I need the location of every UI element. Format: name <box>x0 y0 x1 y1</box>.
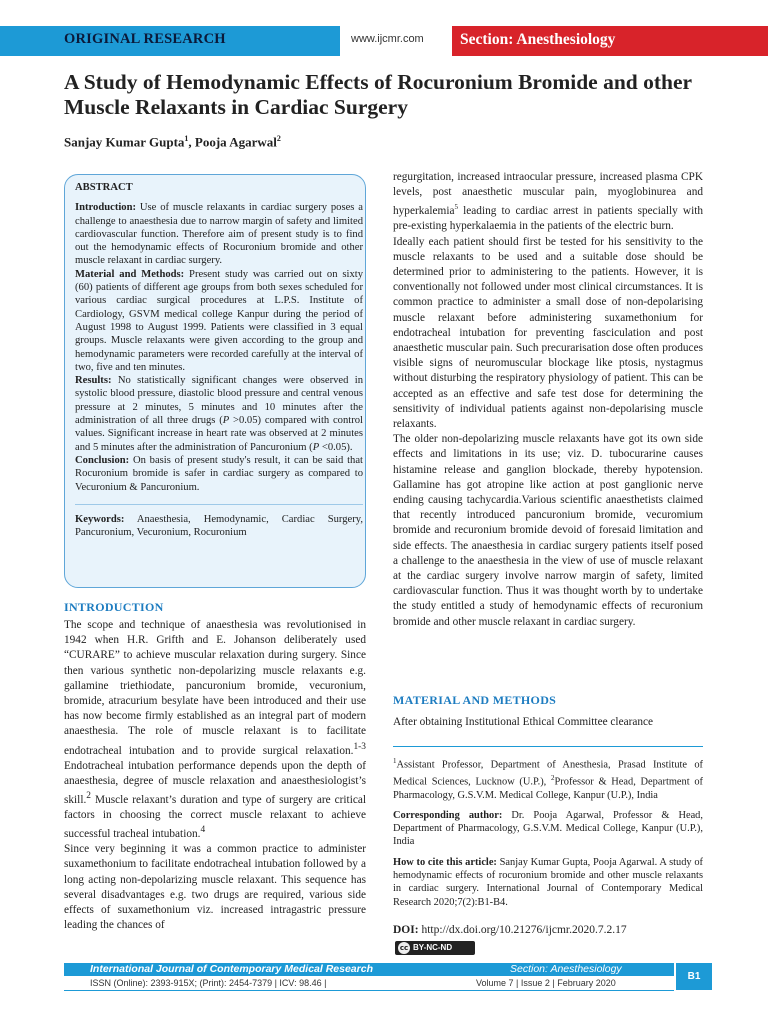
section-label: Section: Anesthesiology <box>460 31 616 48</box>
body-text: leading to cardiac arrest in patients specially with pre-existing hyperkalaemia in the patients of the electric burn. <box>393 205 703 233</box>
citation-ref: 1-3 <box>353 741 366 752</box>
author-affil-mark: 2 <box>276 134 281 143</box>
body-paragraph <box>393 170 703 235</box>
keywords-label: Keywords: <box>75 513 125 525</box>
body-text: regurgitation, increased intraocular pressure, increased plasma CPK levels, post anaesthetic muscular pain, myoglobinurea and hyperkalemia <box>393 171 703 218</box>
intro-text: Muscle relaxant’s duration and type of surgery are critical factors in choosing the correct muscle relaxant to achieve successful tracheal intubation. <box>64 793 366 840</box>
doi-link[interactable]: http://dx.doi.org/10.21276/ijcmr.2020.7.2.17 <box>418 924 627 936</box>
author-name: Pooja Agarwal <box>194 134 277 150</box>
abstract-results-text: No statistically significant changes were observed in systolic blood pressure, diastolic blood pressure and central venous pressure at 2 minutes, 5 minutes and 10 minutes after the administration of all three drugs ( <box>75 375 363 427</box>
citation-ref: 5 <box>454 203 458 212</box>
article-notes <box>393 755 703 916</box>
body-paragraph: Ideally each patient should first be tested for his sensitivity to the muscle relaxants to be used and a suitable dose should be determined prior to administering to the patients. However, it is conventionally not followed under most clinical circumstances. It is common practice to administer a small dose of non-depolarising muscle relaxant before administering suxamethonium for endotracheal intubation for preventing fasciculation and post anaesthetic muscular pain. Such precurarisation dose often produces visible signs of neuromuscular blockage like ptosis, nystagmus without disturbing the respiratory physiology of patient. This can be accepted as an effective and safe test dose for determining the sensitivity of individual patients against non-depolarising muscle relaxants. <box>393 235 703 431</box>
notes-divider <box>393 746 703 747</box>
methods-heading: MATERIAL AND METHODS <box>393 693 557 707</box>
article-type-label: ORIGINAL RESEARCH <box>64 31 226 47</box>
cite-label: How to cite this article: <box>393 856 497 868</box>
cite-text: Sanjay Kumar Gupta, Pooja Agarwal. A study of hemodynamic effects of rocuronium bromide and other muscle relaxants in cardiac surgery. International Journal of Contemporary Medical Research 2020;7(2):B1-B4. <box>393 856 704 908</box>
abstract-methods-label: Material and Methods: <box>75 268 185 280</box>
journal-url-link[interactable]: www.ijcmr.com <box>351 33 424 45</box>
footer-issn: ISSN (Online): 2393-915X; (Print): 2454-7379 | ICV: 98.46 | <box>90 978 327 988</box>
how-to-cite <box>393 856 703 909</box>
doi-line <box>393 924 627 936</box>
abstract-methods <box>75 268 363 374</box>
abstract-conclusion-label: Conclusion: <box>75 454 130 466</box>
corresponding-text: Dr. Pooja Agarwal, Professor & Head, Department of Pharmacology, G.S.V.M. Medical College, Kanpur (U.P.), India <box>393 809 703 848</box>
abstract-results <box>75 374 363 454</box>
affil-mark: 2 <box>551 773 555 782</box>
citation-ref: 2 <box>86 791 91 801</box>
introduction-heading: INTRODUCTION <box>64 600 164 614</box>
abstract-methods-text: Present study was carried out on sixty (60) patients of different age groups from both sexes scheduled for various cardiac surgical procedures at L.P.S. Institute of Cardiology, GSVM medical college Kanpur during the period of August 1998 to August 1999. Patients were classified in 3 equal groups. Muscle relaxants were given according to the group and hemodynamic parameters were recorded carefully at the interval of two, five and ten minutes. <box>75 268 363 373</box>
affil-mark: 1 <box>393 757 397 765</box>
abstract-introduction <box>75 201 363 267</box>
p-value-symbol: P <box>312 441 320 453</box>
intro-paragraph <box>64 618 366 842</box>
abstract-results-text: >0.05) compared with control values. Significant increase in heart rate was observed at 2 minutes and 5 minutes after the administration of Pancuronium ( <box>75 415 363 453</box>
right-column-text <box>393 170 703 630</box>
intro-text: Endotracheal intubation performance depends upon the depth of anaesthesia, degree of muscle relaxation and anaesthesiologist’s skill. <box>64 759 366 806</box>
methods-text: After obtaining Institutional Ethical Committee clearance <box>393 716 654 728</box>
article-title: A Study of Hemodynamic Effects of Rocuronium Bromide and other Muscle Relaxants in Cardiac Surgery <box>64 70 692 119</box>
page-number: B1 <box>676 963 712 990</box>
affiliations <box>393 755 703 802</box>
author-affil-mark: 1 <box>184 134 189 143</box>
creative-commons-icon: cc <box>399 944 409 952</box>
abstract-conclusion <box>75 454 363 494</box>
abstract-intro-text: Use of muscle relaxants in cardiac surgery poses a challenge to anaesthesia due to narrow margin of safety and limited cardiovascular function. Therefore aim of present study is to find out the hemodynamic effects of Rocuronium bromide and other muscle relaxant in cardiac surgery. <box>75 202 363 267</box>
abstract-intro-label: Introduction: <box>75 202 137 214</box>
intro-text: The scope and technique of anaesthesia was revolutionised in 1942 when H.R. Grifth and E. Johanson deliberately used “CURARE” to achieve muscular relaxation during surgery. Since then various synthetic non-depolarizing muscle relaxants e.g. gallamine triethiodate, pancuronium bromide, vecuronium, bromide, atracurium besylate have been introduced and their use has now become firmly established as an integral part of modern anaesthesia. The role of muscle relaxant is to facilitate endotracheal intubation and to provide surgical relaxation. <box>64 619 366 757</box>
abstract-conclusion-text: On basis of present study's result, it can be said that Rocuronium bromide is safer in cardiac surgery as compared to Vecuronium & Pancuronium. <box>75 454 363 493</box>
author-name: Sanjay Kumar Gupta <box>64 134 185 150</box>
corresponding-author <box>393 809 703 849</box>
citation-ref: 4 <box>200 825 206 836</box>
doi-label: DOI: <box>393 924 419 936</box>
body-paragraph: The older non-depolarizing muscle relaxants have got its own side effects and limitations in its use; viz. D. tubocurarine causes histamine release and ganglion blockade, thereby hypotension. Gallamine has got atropine like action at post ganglionic nerve ending causing tachycardia.Various scientific anaesthetists claimed that recently introduced pancuronium bromide, vecuromium bromide and recuronium bromide devoid of foresaid limitation and side effects. The anaesthesia in cardiac surgery patients itself posed a challenge to the anaesthesia in the view of use of muscle relaxant at the cardiac surgery involve narrow margin of safety, limited cardiovascular function. Thus it was thought worth by to undertake the study entitled a study of hemodynamic effects of recuronium bromide and other muscle relaxant in cardiac surgery. <box>393 433 703 628</box>
affil-text: Assistant Professor, Department of Anesthesia, Prasad Institute of Medical Sciences, Lucknow (U.P.), <box>393 759 703 788</box>
footer-volume: Volume 7 | Issue 2 | February 2020 <box>476 978 616 988</box>
footer-journal-name: International Journal of Contemporary Medical Research <box>90 963 373 975</box>
intro-paragraph: Since very beginning it was a common practice to administer suxamethonium to facilitate endotracheal intubation followed by a long acting non-depolarizing muscle relaxant. This sequence has several disadvantages e.g. two drugs are required, various side effects of suxamethonium viz. increased intragastric pressure leading the chances of <box>64 843 366 932</box>
abstract-results-label: Results: <box>75 375 112 387</box>
footer-section: Section: Anesthesiology <box>510 963 622 975</box>
keywords-text: Anaesthesia, Hemodynamic, Cardiac Surgery, Pancuronium, Vecuronium, Rocuronium <box>75 513 363 539</box>
abstract-heading: ABSTRACT <box>75 182 133 193</box>
abstract-results-text: <0.05). <box>319 441 353 453</box>
left-column-text <box>64 618 366 933</box>
cc-license-label: BY-NC-ND <box>413 943 453 952</box>
author-list <box>64 134 281 150</box>
abstract-content <box>75 181 363 539</box>
author-separator: , <box>188 134 195 150</box>
p-value-symbol: P <box>222 415 230 427</box>
affil-text: Professor & Head, Department of Pharmacology, G.S.V.M. Medical College, Kanpur (U.P.), India <box>393 776 703 801</box>
corresponding-label: Corresponding author: <box>393 809 503 821</box>
abstract-keywords <box>75 504 363 540</box>
